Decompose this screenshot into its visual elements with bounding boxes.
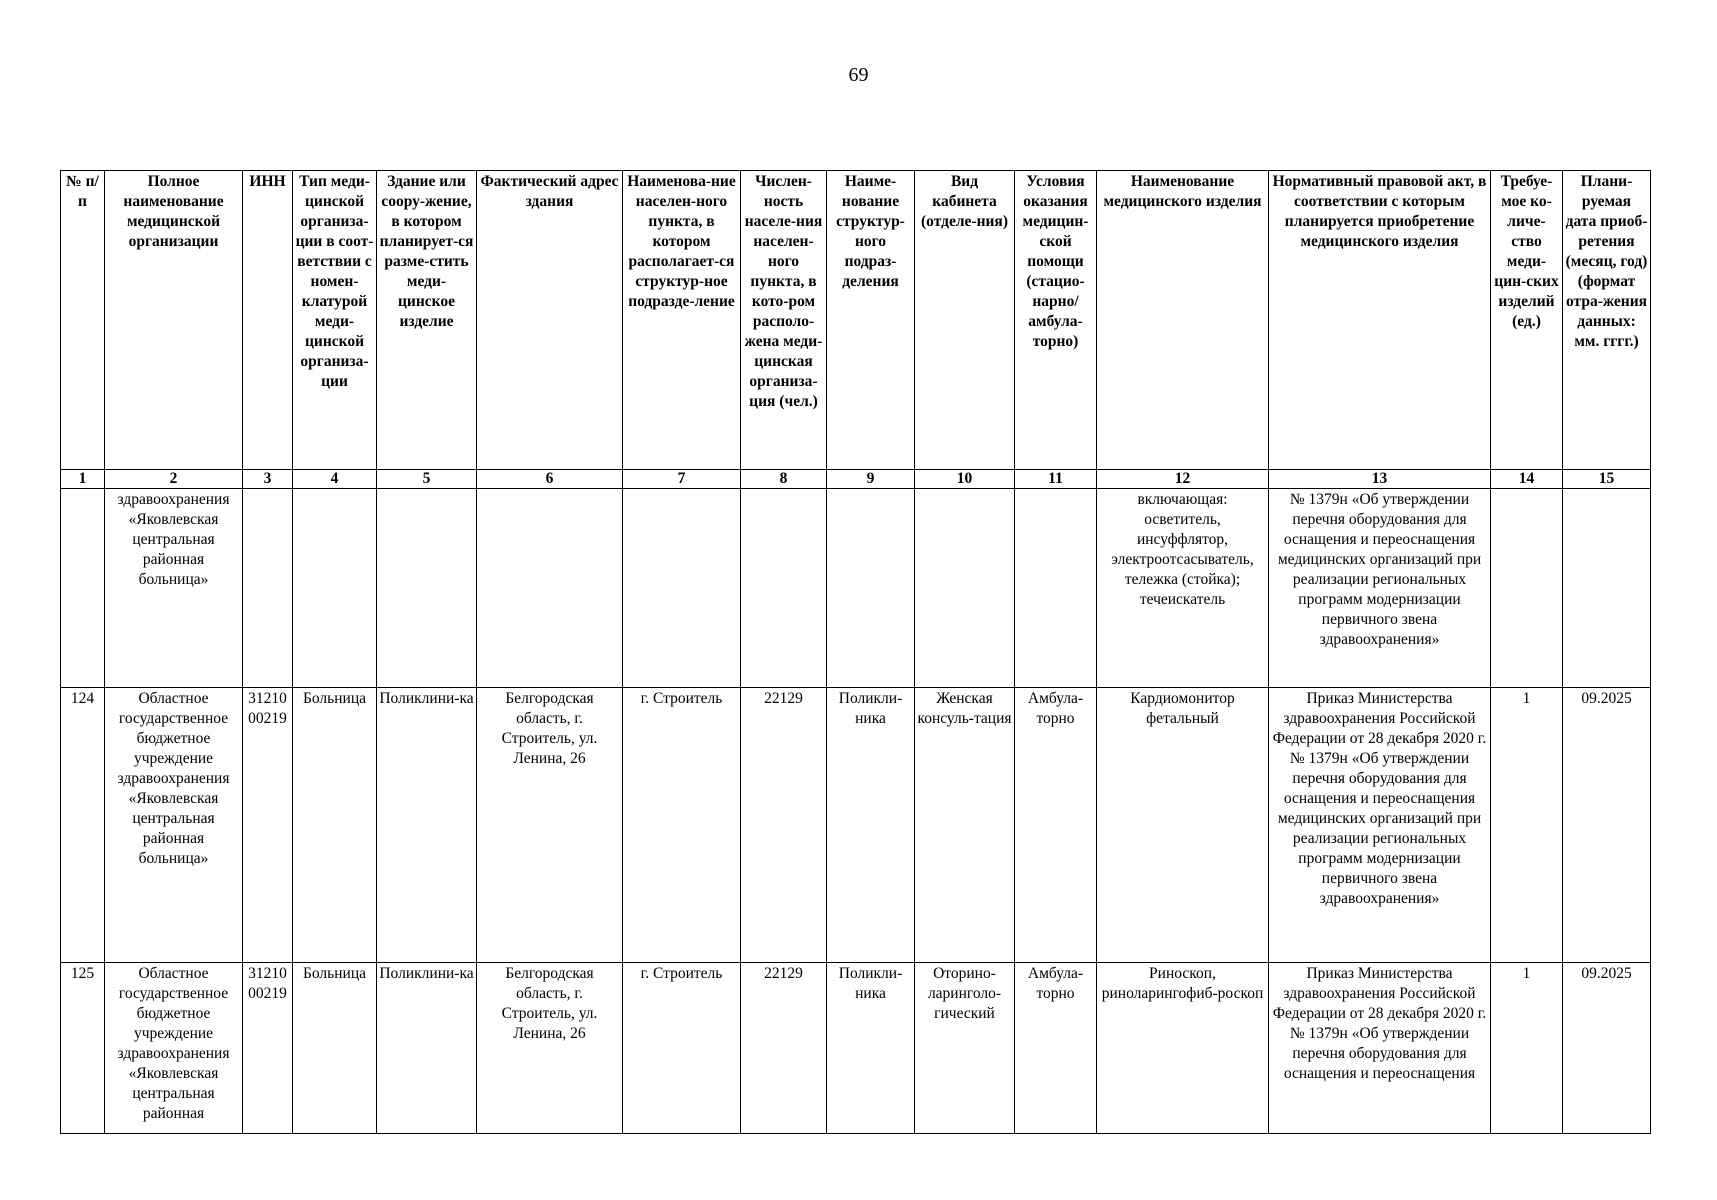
row-number <box>61 489 105 688</box>
population: 22129 <box>741 963 827 1134</box>
device-name: включающая: осветитель, инсуффлятор, электроотсасыватель, тележка (стойка); течеискатель <box>1097 489 1269 688</box>
column-number: 9 <box>827 470 915 489</box>
quantity <box>1491 489 1563 688</box>
quantity: 1 <box>1491 688 1563 963</box>
header-cell: Числен-ность населе-ния населен-ного пункта, в кото-ром располо-жена меди-цинская организа-ция (чел.) <box>741 171 827 470</box>
legal-act: Приказ Министерства здравоохранения Российской Федерации от 28 декабря 2020 г. № 1379н «Об утверждении перечня оборудования для оснащения и переоснащения <box>1269 963 1491 1134</box>
row-number: 125 <box>61 963 105 1134</box>
division: Поликли-ника <box>827 963 915 1134</box>
organization-type <box>293 489 377 688</box>
inn <box>243 489 293 688</box>
care-conditions <box>1015 489 1097 688</box>
header-cell: Условия оказания медицин-ской помощи (стацио-нарно/ амбула-торно) <box>1015 171 1097 470</box>
cabinet: Женская консуль-тация <box>915 688 1015 963</box>
column-number: 5 <box>377 470 477 489</box>
medical-equipment-table <box>60 170 1651 1134</box>
header-cell: Тип меди-цинской организа-ции в соот-ветствии с номен-клатурой меди-цинской организа-ции <box>293 171 377 470</box>
column-number-row <box>61 470 1651 489</box>
population <box>741 489 827 688</box>
organization-type: Больница <box>293 963 377 1134</box>
column-number: 8 <box>741 470 827 489</box>
column-number: 15 <box>1563 470 1651 489</box>
organization-name: Областное государственное бюджетное учреждение здравоохранения «Яковлевская центральная районная больница» <box>105 688 243 963</box>
header-cell: Здание или соору-жение, в котором планирует-ся разме-стить меди-цинское изделие <box>377 171 477 470</box>
device-name: Кардиомонитор фетальный <box>1097 688 1269 963</box>
column-number: 12 <box>1097 470 1269 489</box>
header-cell: Нормативный правовой акт, в соответствии с которым планируется приобретение медицинского изделия <box>1269 171 1491 470</box>
column-number: 13 <box>1269 470 1491 489</box>
column-number: 4 <box>293 470 377 489</box>
column-number: 10 <box>915 470 1015 489</box>
header-cell: Полное наименование медицинской организации <box>105 171 243 470</box>
building: Поликлини-ка <box>377 963 477 1134</box>
settlement <box>623 489 741 688</box>
division: Поликли-ника <box>827 688 915 963</box>
planned-date: 09.2025 <box>1563 963 1651 1134</box>
care-conditions: Амбула-торно <box>1015 963 1097 1134</box>
column-number: 3 <box>243 470 293 489</box>
header-cell: Наименова-ние населен-ного пункта, в котором располагает-ся структур-ное подразде-ление <box>623 171 741 470</box>
header-cell: Наименование медицинского изделия <box>1097 171 1269 470</box>
care-conditions: Амбула-торно <box>1015 688 1097 963</box>
header-cell: Фактический адрес здания <box>477 171 623 470</box>
cabinet <box>915 489 1015 688</box>
header-cell: ИНН <box>243 171 293 470</box>
table-row <box>61 688 1651 963</box>
inn: 3121000219 <box>243 688 293 963</box>
population: 22129 <box>741 688 827 963</box>
organization-type: Больница <box>293 688 377 963</box>
planned-date <box>1563 489 1651 688</box>
table-row <box>61 489 1651 688</box>
building: Поликлини-ка <box>377 688 477 963</box>
header-cell: Наиме-нование структур-ного подраз-деления <box>827 171 915 470</box>
header-cell: № п/п <box>61 171 105 470</box>
legal-act: № 1379н «Об утверждении перечня оборудования для оснащения и переоснащения медицинских организаций при реализации региональных программ модернизации первичного звена здравоохранения» <box>1269 489 1491 688</box>
address: Белгородская область, г. Строитель, ул. Ленина, 26 <box>477 963 623 1134</box>
column-number: 6 <box>477 470 623 489</box>
address: Белгородская область, г. Строитель, ул. Ленина, 26 <box>477 688 623 963</box>
header-cell: Требуе-мое ко-личе-ство меди-цин-ских изделий (ед.) <box>1491 171 1563 470</box>
header-row <box>61 171 1651 470</box>
column-number: 14 <box>1491 470 1563 489</box>
settlement: г. Строитель <box>623 963 741 1134</box>
row-number: 124 <box>61 688 105 963</box>
header-cell: Вид кабинета (отделе-ния) <box>915 171 1015 470</box>
column-number: 2 <box>105 470 243 489</box>
planned-date: 09.2025 <box>1563 688 1651 963</box>
header-cell: Плани-руемая дата приоб-ретения (месяц, год) (формат отра-жения данных: мм. гггг.) <box>1563 171 1651 470</box>
inn: 3121000219 <box>243 963 293 1134</box>
address <box>477 489 623 688</box>
legal-act: Приказ Министерства здравоохранения Российской Федерации от 28 декабря 2020 г. № 1379н «Об утверждении перечня оборудования для оснащения и переоснащения медицинских организаций при реализации региональных программ модернизации первичного звена здравоохранения» <box>1269 688 1491 963</box>
organization-name: здравоохранения «Яковлевская центральная районная больница» <box>105 489 243 688</box>
column-number: 1 <box>61 470 105 489</box>
cabinet: Оторино-ларинголо-гический <box>915 963 1015 1134</box>
page-number: 69 <box>848 64 869 86</box>
device-name: Риноскоп, риноларингофиб-роскоп <box>1097 963 1269 1134</box>
column-number: 7 <box>623 470 741 489</box>
settlement: г. Строитель <box>623 688 741 963</box>
quantity: 1 <box>1491 963 1563 1134</box>
division <box>827 489 915 688</box>
table-row <box>61 963 1651 1134</box>
building <box>377 489 477 688</box>
column-number: 11 <box>1015 470 1097 489</box>
organization-name: Областное государственное бюджетное учреждение здравоохранения «Яковлевская центральная районная <box>105 963 243 1134</box>
